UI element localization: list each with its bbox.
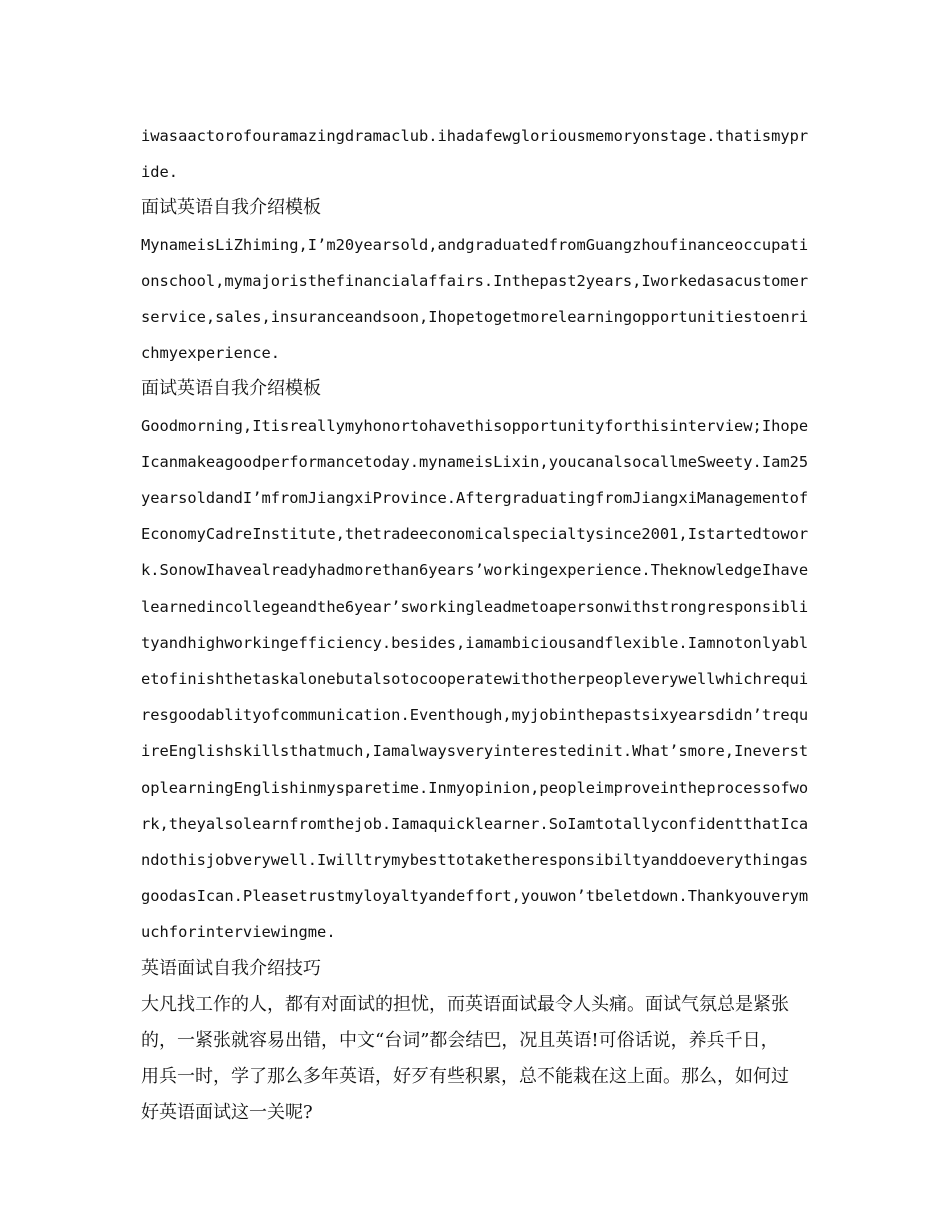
english-text-line: oplearningEnglishinmysparetime.Inmyopinion,peopleimproveintheprocessofwo [141, 778, 809, 797]
english-text-line: service,sales,insuranceandsoon,Ihopetogetmorelearningopportunitiestoenri [141, 308, 809, 327]
english-text-line: chmyexperience. [141, 344, 280, 363]
english-text-line: goodasIcan.Pleasetrustmyloyaltyandeffort,youwon’tbeletdown.Thankyouverym [141, 887, 809, 906]
english-text-line: Icanmakeagoodperformancetoday.mynameisLixin,youcanalsocallmeSweety.Iam25 [141, 452, 809, 471]
chinese-text-line: 好英语面试这一关呢? [141, 1102, 313, 1124]
english-text-line: ndothisjobverywell.Iwilltrymybesttotaketheresponsibiltyanddoeverythingas [141, 851, 809, 870]
chinese-text-line: 用兵一时，学了那么多年英语，好歹有些积累，总不能栽在这上面。那么，如何过 [141, 1066, 789, 1088]
english-text-line: EconomyCadreInstitute,thetradeeconomicalspecialtysince2001,Istartedtowor [141, 525, 809, 544]
english-text-line: learnedincollegeandthe6year’sworkingleadmetoapersonwithstrongresponsibli [141, 597, 809, 616]
chinese-text-line: 大凡找工作的人，都有对面试的担忧，而英语面试最令人头痛。面试气氛总是紧张 [141, 993, 789, 1015]
english-text-line: uchforinterviewingme. [141, 923, 336, 942]
english-text-line: k.SonowIhavealreadyhadmorethan6years’workingexperience.TheknowledgeIhave [141, 561, 809, 580]
english-text-line: ide. [141, 163, 179, 182]
english-text-line: resgoodablityofcommunication.Eventhough,myjobinthepastsixyearsdidn’trequ [141, 706, 809, 725]
chinese-text-line: 面试英语自我介绍模板 [141, 378, 321, 400]
english-text-line: MynameisLiZhiming,I’m20yearsold,andgraduatedfromGuangzhoufinanceoccupati [141, 235, 809, 254]
chinese-text-line: 的，一紧张就容易出错，中文“台词”都会结巴，况且英语!可俗话说，养兵千日， [141, 1030, 779, 1052]
chinese-text-line: 英语面试自我介绍技巧 [141, 957, 321, 979]
english-text-line: yearsoldandI’mfromJiangxiProvince.AftergraduatingfromJiangxiManagementof [141, 489, 809, 508]
english-text-line: rk,theyalsolearnfromthejob.Iamaquicklearner.SoIamtotallyconfidentthatIca [141, 814, 809, 833]
english-text-line: etofinishthetaskalonebutalsotocooperatewithotherpeopleverywellwhichrequi [141, 670, 809, 689]
chinese-text-line: 面试英语自我介绍模板 [141, 197, 321, 219]
english-text-line: iwasaactorofouramazingdramaclub.ihadafewgloriousmemoryonstage.thatismypr [141, 127, 809, 145]
english-text-line: Goodmorning,Itisreallymyhonortohavethisopportunityforthisinterview;Ihope [141, 416, 809, 435]
english-text-line: tyandhighworkingefficiency.besides,iamambiciousandflexible.Iamnotonlyabl [141, 633, 809, 652]
english-text-line: ireEnglishskillsthatmuch,Iamalwaysveryinterestedinit.What’smore,Ineverst [141, 742, 809, 761]
english-text-line: onschool,mymajoristhefinancialaffairs.Inthepast2years,Iworkedasacustomer [141, 271, 809, 290]
document-body [141, 118, 813, 1132]
